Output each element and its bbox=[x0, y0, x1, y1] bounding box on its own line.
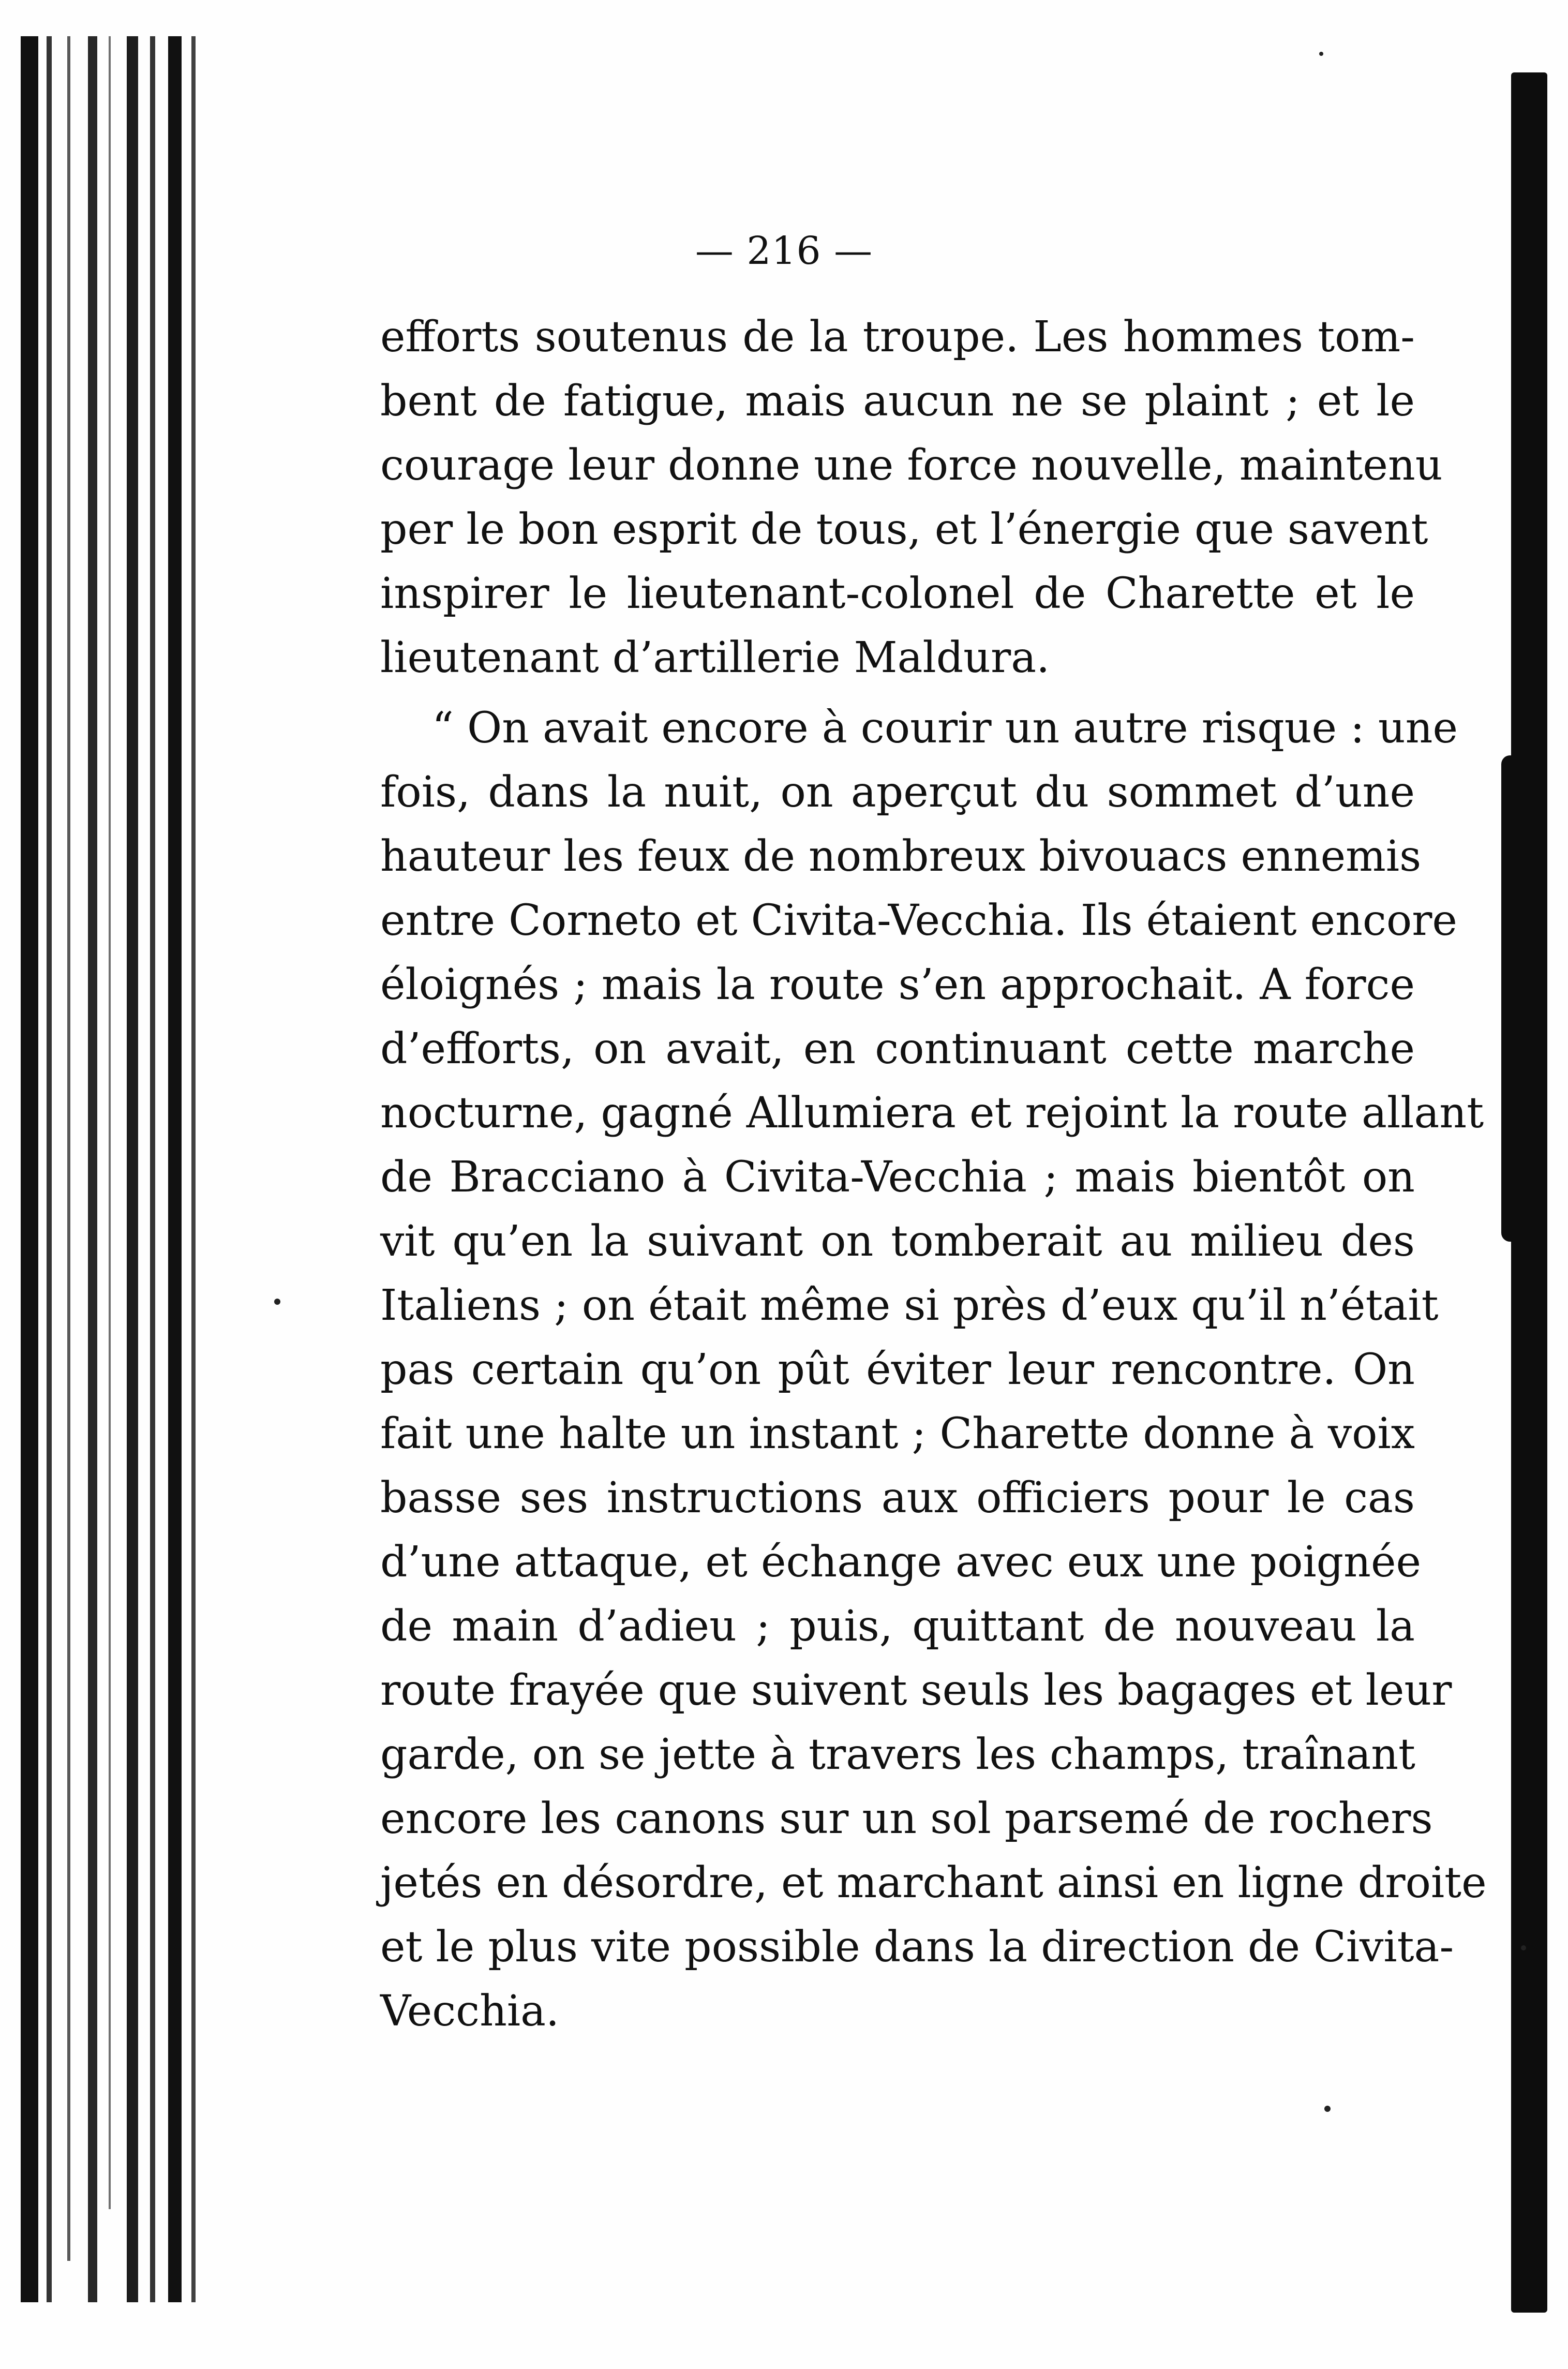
binding-edge-right-notch bbox=[1501, 755, 1519, 1242]
scan-speck bbox=[1521, 1945, 1526, 1950]
page-number: — 216 — bbox=[695, 229, 873, 273]
text-line: jetés en désordre, et marchant ainsi en ligne droite bbox=[380, 1858, 1487, 1908]
text-line: vit qu’en la suivant on tomberait au milieu des bbox=[380, 1217, 1415, 1266]
text-line: courage leur donne une force nouvelle, maintenu bbox=[380, 441, 1443, 490]
text-line: fait une halte un instant ; Charette donne à voix bbox=[380, 1409, 1415, 1458]
text-line: Italiens ; on était même si près d’eux qu’il n’était bbox=[380, 1281, 1439, 1330]
binding-edge-left bbox=[10, 36, 207, 2323]
paragraph-1 bbox=[380, 305, 1443, 690]
text-line: encore les canons sur un sol parsemé de rochers bbox=[380, 1794, 1433, 1843]
text-line: basse ses instructions aux officiers pour le cas bbox=[380, 1473, 1415, 1523]
scan-speck bbox=[274, 1299, 280, 1305]
text-line: nocturne, gagné Allumiera et rejoint la route allant bbox=[380, 1089, 1484, 1138]
text-line: “ On avait encore à courir un autre risque : une bbox=[432, 704, 1458, 753]
text-line: d’efforts, on avait, en continuant cette marche bbox=[380, 1024, 1415, 1074]
text-line: fois, dans la nuit, on aperçut du sommet d’une bbox=[380, 768, 1415, 817]
text-line: pas certain qu’on pût éviter leur rencontre. On bbox=[380, 1345, 1415, 1394]
text-line: inspirer le lieutenant-colonel de Charette et le bbox=[380, 569, 1415, 618]
text-line: et le plus vite possible dans la direction de Civita- bbox=[380, 1923, 1454, 1972]
text-line: efforts soutenus de la troupe. Les hommes tom- bbox=[380, 312, 1415, 362]
text-line: de Bracciano à Civita-Vecchia ; mais bientôt on bbox=[380, 1153, 1415, 1202]
paragraph-2 bbox=[380, 696, 1487, 2044]
text-line: éloignés ; mais la route s’en approchait. A force bbox=[380, 960, 1415, 1009]
body-text bbox=[380, 305, 1487, 2044]
text-line: garde, on se jette à travers les champs, traînant bbox=[380, 1730, 1415, 1779]
text-line: de main d’adieu ; puis, quittant de nouveau la bbox=[380, 1602, 1415, 1651]
text-line: lieutenant d’artillerie Maldura. bbox=[380, 633, 1050, 682]
text-line: hauteur les feux de nombreux bivouacs ennemis bbox=[380, 832, 1422, 881]
scan-speck bbox=[1319, 52, 1323, 56]
text-line: route frayée que suivent seuls les bagages et leur bbox=[380, 1666, 1452, 1715]
text-line: entre Corneto et Civita-Vecchia. Ils étaient encore bbox=[380, 896, 1457, 945]
text-line: per le bon esprit de tous, et l’énergie que savent bbox=[380, 505, 1428, 554]
text-line: d’une attaque, et échange avec eux une poignée bbox=[380, 1538, 1422, 1587]
text-line: bent de fatigue, mais aucun ne se plaint ; et le bbox=[380, 377, 1415, 426]
scan-speck bbox=[1324, 2106, 1331, 2112]
text-line: Vecchia. bbox=[380, 1987, 560, 2036]
